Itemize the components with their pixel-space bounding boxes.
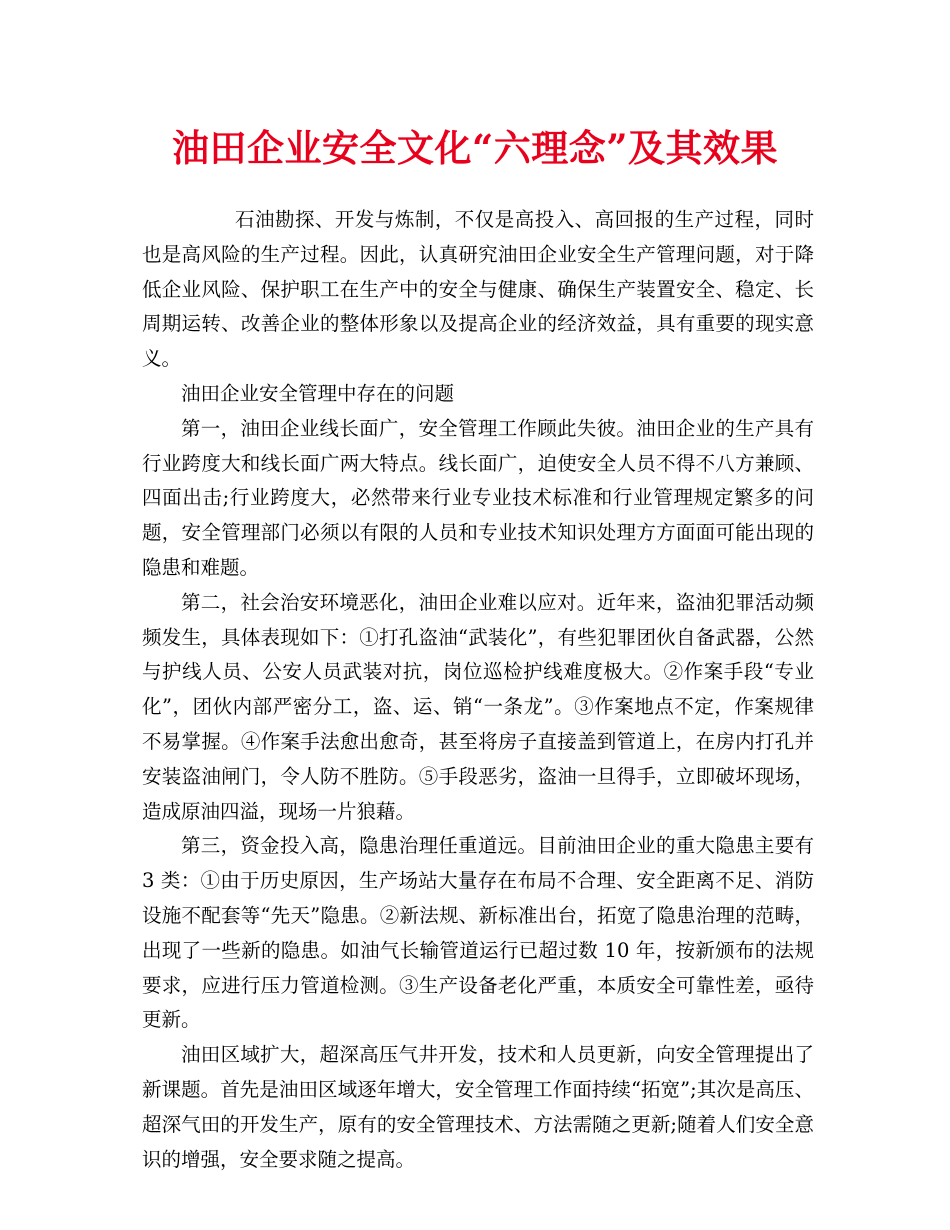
paragraph-second-issue: 第二，社会治安环境恶化，油田企业难以应对。近年来，盗油犯罪活动频频发生，具体表现如下：①打孔盗油“武装化”，有些犯罪团伙自备武器，公然与护线人员、公安人员武装对抗，岗位巡检护线难度极大。②作案手段“专业化”，团伙内部严密分工，盗、运、销“一条龙”。③作案地点不定，作案规律不易掌握。④作案手法愈出愈奇，甚至将房子直接盖到管道上，在房内打孔并安装盗油闸门，令人防不胜防。⑤手段恶劣，盗油一旦得手，立即破坏现场，造成原油四溢，现场一片狼藉。 [142,590,814,823]
paragraph-intro: 石油勘探、开发与炼制，不仅是高投入、高回报的生产过程，同时也是高风险的生产过程。因此，认真研究油田企业安全生产管理问题，对于降低企业风险、保护职工在生产中的安全与健康、确保生产装置安全、稳定、长周期运转、改善企业的整体形象以及提高企业的经济效益，具有重要的现实意义。 [142,208,814,371]
paragraph-region-expansion: 油田区域扩大，超深高压气井开发，技术和人员更新，向安全管理提出了新课题。首先是油田区域逐年增大，安全管理工作面持续“拓宽”;其次是高压、超深气田的开发生产，原有的安全管理技术、方法需随之更新;随着人们安全意识的增强，安全要求随之提高。 [142,1043,814,1171]
paragraph-third-issue: 第三，资金投入高，隐患治理任重道远。目前油田企业的重大隐患主要有 3 类：①由于历史原因，生产场站大量存在布局不合理、安全距离不足、消防设施不配套等“先天”隐患。②新法规、新标准出台，拓宽了隐患治理的范畴，出现了一些新的隐患。如油气长输管道运行已超过数 10 年，按新颁布的法规要求，应进行压力管道检测。③生产设备老化严重，本质安全可靠性差，亟待更新。 [142,834,814,1032]
document-title: 油田企业安全文化“六理念”及其效果 [171,126,779,170]
document-body [142,203,814,1177]
paragraph-first-issue: 第一，油田企业线长面广，安全管理工作顾此失彼。油田企业的生产具有行业跨度大和线长面广两大特点。线长面广，迫使安全人员不得不八方兼顾、四面出击;行业跨度大，必然带来行业专业技术标准和行业管理规定繁多的问题，安全管理部门必须以有限的人员和专业技术知识处理方方面面可能出现的隐患和难题。 [142,416,814,579]
section-heading: 油田企业安全管理中存在的问题 [181,381,455,405]
